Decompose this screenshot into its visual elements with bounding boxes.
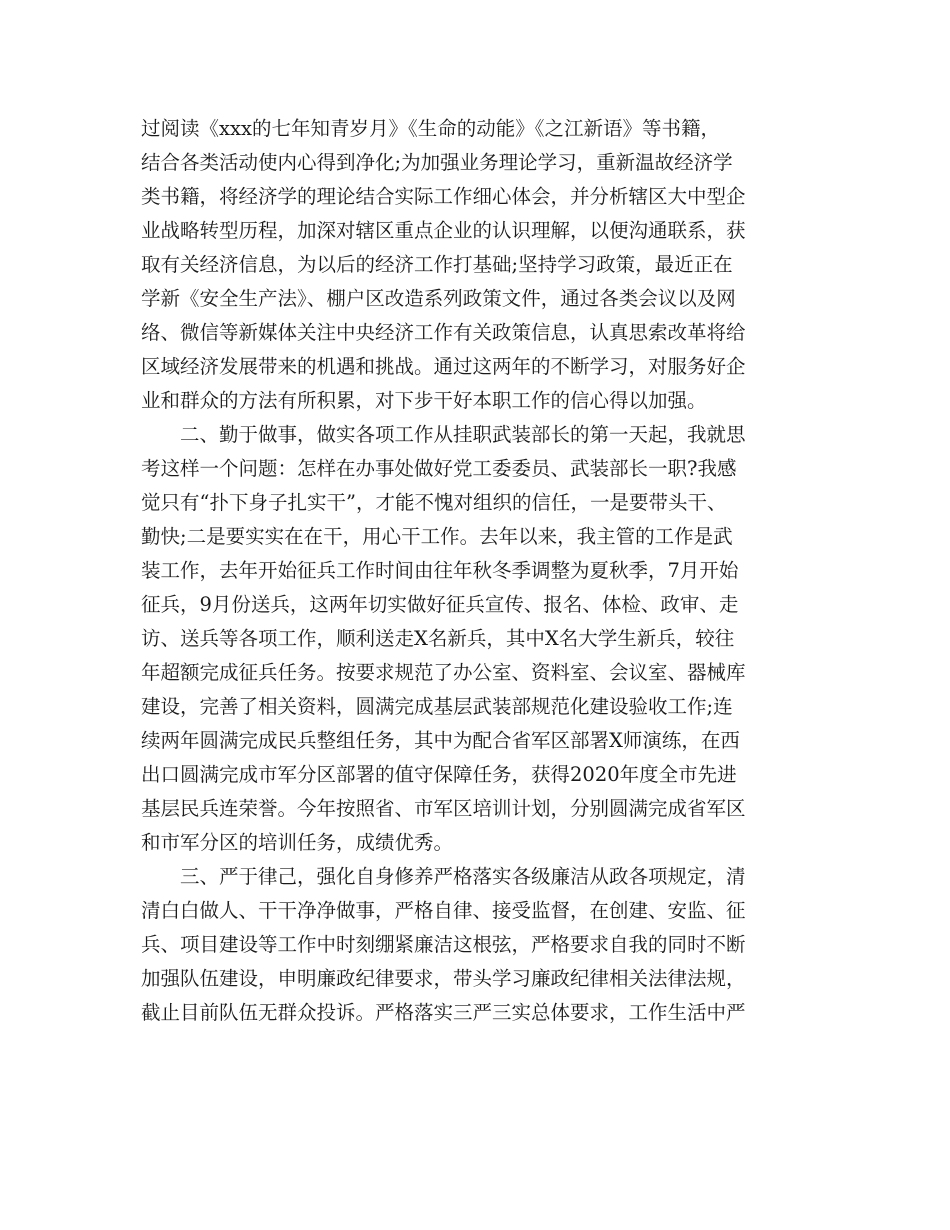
- text-line: 络、微信等新媒体关注中央经济工作有关政策信息，认真思索改革将给: [141, 321, 746, 344]
- text-line: 区域经济发展带来的机遇和挑战。通过这两年的不断学习，对服务好企: [141, 355, 746, 378]
- text-line: 截止目前队伍无群众投诉。严格落实三严三实总体要求，工作生活中严: [141, 1001, 746, 1024]
- text-line: 加强队伍建设，申明廉政纪律要求，带头学习廉政纪律相关法律法规，: [141, 967, 746, 990]
- text-line: 业和群众的方法有所积累，对下步干好本职工作的信心得以加强。: [141, 389, 707, 412]
- text-line: 清白白做人、干干净净做事，严格自律、接受监督，在创建、安监、征: [141, 899, 746, 922]
- text-line: 勤快;二是要实实在在干，用心干工作。去年以来，我主管的工作是武: [141, 525, 733, 548]
- text-line: 业战略转型历程，加深对辖区重点企业的认识理解，以便沟通联系，获: [141, 219, 746, 242]
- document-body: [141, 112, 813, 1030]
- text-line: 装工作，去年开始征兵工作时间由往年秋冬季调整为夏秋季，7月开始: [141, 559, 739, 582]
- text-line: 和市军分区的培训任务，成绩优秀。: [141, 831, 454, 854]
- text-line: 觉只有“扑下身子扎实干”，才能不愧对组织的信任，一是要带头干、: [141, 491, 727, 514]
- text-line: 续两年圆满完成民兵整组任务，其中为配合省军区部署X师演练，在西: [141, 729, 740, 752]
- text-line: 征兵，9月份送兵，这两年切实做好征兵宣传、报名、体检、政审、走: [141, 593, 739, 616]
- text-line: 取有关经济信息，为以后的经济工作打基础;坚持学习政策，最近正在: [141, 253, 733, 276]
- paragraph-start-line: 三、严于律己，强化自身修养严格落实各级廉洁从政各项规定，清: [180, 865, 746, 888]
- text-line: 年超额完成征兵任务。按要求规范了办公室、资料室、会议室、器械库: [141, 661, 746, 684]
- text-line: 访、送兵等各项工作，顺利送走X名新兵，其中X名大学生新兵，较往: [141, 627, 735, 650]
- text-line: 学新《安全生产法》、棚户区改造系列政策文件，通过各类会议以及网: [141, 287, 736, 310]
- text-line: 建设，完善了相关资料，圆满完成基层武装部规范化建设验收工作;连: [141, 695, 733, 718]
- text-line: 类书籍，将经济学的理论结合实际工作细心体会，并分析辖区大中型企: [141, 185, 746, 208]
- text-line: 考这样一个问题：怎样在办事处做好党工委委员、武装部长一职?我感: [141, 457, 737, 480]
- text-line: 基层民兵连荣誉。今年按照省、市军区培训计划，分别圆满完成省军区: [141, 797, 746, 820]
- paragraph-start-line: 二、勤于做事，做实各项工作从挂职武装部长的第一天起，我就思: [180, 423, 746, 446]
- text-line: 结合各类活动使内心得到净化;为加强业务理论学习，重新温故经济学: [141, 151, 733, 174]
- text-line: 过阅读《xxx的七年知青岁月》《生命的动能》《之江新语》等书籍，: [141, 117, 720, 140]
- text-line: 出口圆满完成市军分区部署的值守保障任务，获得2020年度全市先进: [141, 763, 737, 786]
- text-line: 兵、项目建设等工作中时刻绷紧廉洁这根弦，严格要求自我的同时不断: [141, 933, 746, 956]
